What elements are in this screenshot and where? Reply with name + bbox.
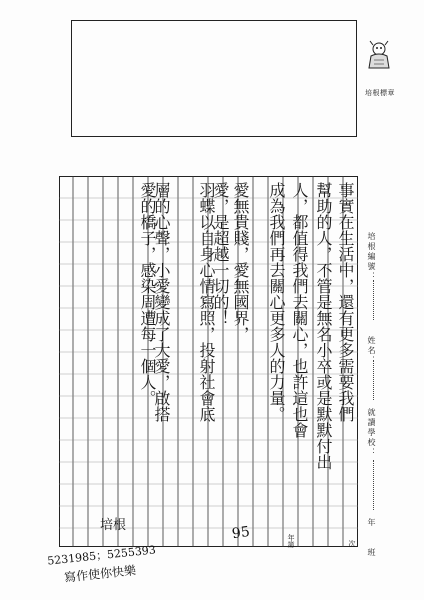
logo-caption: 培根標章 [365, 89, 395, 97]
text-column-1: 事實在生活中，還有更多需要我們 [336, 182, 355, 422]
text-column-9: 層的心聲，小愛變成了大愛，啟搭 [152, 182, 171, 422]
teacher-comment-box [71, 20, 357, 137]
mascot-stamp-icon [365, 40, 393, 72]
text-column-8: 羽蝶以自身心情寫照，投射社會底 [197, 182, 216, 422]
name-line [373, 360, 374, 400]
text-column-2: 幫助的人，不管是無名小卒或是默默付出 [314, 182, 333, 470]
grade-label: 年 [367, 518, 376, 528]
page-count-label: 次 [348, 540, 356, 547]
teacher-signature: 培根 [100, 518, 127, 533]
writing-grid [59, 176, 358, 547]
school-code-label: 培根編號： [367, 232, 376, 282]
text-column-10: 愛的橋子，感染周遭每一個人。 [138, 182, 157, 406]
score-mark: 95 [230, 523, 251, 543]
text-column-4: 成為我們再去關心更多人的力量。 [267, 182, 286, 422]
footer-slogan: 寫作使你快樂 [63, 563, 137, 585]
footer-phone-numbers: 5231985；5255393 [46, 543, 157, 568]
text-column-3: 人，都值得我們去關心，也許這也會 [290, 182, 309, 438]
school-code-line [373, 280, 374, 320]
school-label: 就讀學校： [367, 408, 376, 458]
school-line [373, 460, 374, 510]
text-column-7: 愛，是超越一切的！ [211, 182, 230, 326]
name-label: 姓名： [367, 336, 376, 366]
page-year-label: 年第 [287, 534, 295, 548]
class-label: 班 [367, 548, 376, 558]
text-column-6: 愛無貴賤，愛無國界， [231, 182, 250, 342]
